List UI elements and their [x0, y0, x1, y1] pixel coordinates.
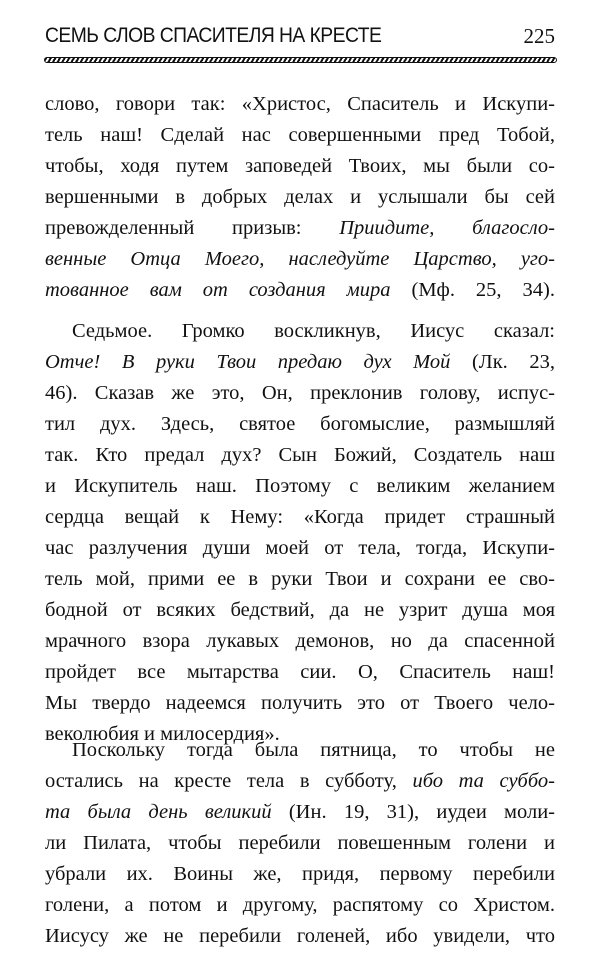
text-run: час разлучения души моей от тела, тогда, Искупи- — [45, 537, 555, 559]
text-line — [45, 213, 555, 243]
text-run: убрали их. Воины же, придя, первому перебили — [45, 863, 555, 885]
text-line — [45, 828, 555, 858]
text-run: веколюбия и милосердия». — [45, 723, 280, 745]
text-run: и Искупитель наш. Поэтому с великим желанием — [45, 475, 555, 497]
text-line — [45, 797, 555, 827]
text-run: бодной от всяких бедствий, да не узрит душа моя — [45, 599, 555, 621]
text-line — [45, 409, 555, 439]
scripture-quote: тованное вам от создания мира — [45, 279, 391, 301]
text-run: сердца вещай к Нему: «Когда придет страшный — [45, 506, 555, 528]
text-run: Мы твердо надеемся получить это от Твоего чело- — [45, 692, 555, 714]
text-line — [45, 564, 555, 594]
text-run: Седьмое. Громко воскликнув, Иисус сказал: — [72, 320, 555, 342]
text-line — [45, 89, 555, 119]
text-run: вершенными в добрых делах и услышали бы сей — [45, 186, 555, 208]
page-number: 225 — [523, 24, 555, 48]
text-line — [45, 440, 555, 470]
text-line — [45, 120, 555, 150]
text-run: пройдет все мытарства сии. О, Спаситель наш! — [45, 661, 555, 683]
text-line — [45, 275, 555, 305]
scripture-quote: венные Отца Моего, наследуйте Царство, уго- — [45, 248, 555, 270]
text-line — [45, 766, 555, 796]
text-line — [45, 502, 555, 532]
scripture-quote: та была день великий — [45, 801, 272, 823]
text-line — [45, 890, 555, 920]
text-line — [45, 471, 555, 501]
text-line — [45, 533, 555, 563]
scripture-quote: ибо та суббо- — [412, 770, 555, 792]
text-run: остались на кресте тела в субботу, — [45, 770, 413, 792]
running-header — [45, 24, 557, 52]
text-line — [72, 735, 555, 765]
text-line — [45, 151, 555, 181]
text-line — [45, 688, 555, 718]
text-run: превожделенный призыв: — [45, 217, 340, 239]
text-line — [45, 347, 555, 377]
text-line — [72, 316, 555, 346]
text-line — [45, 378, 555, 408]
text-run: 46). Сказав же это, Он, преклонив голову, испус- — [45, 382, 555, 404]
text-line — [45, 244, 555, 274]
text-run: голени, а потом и другому, распятому со Христом. — [45, 894, 555, 916]
text-line — [45, 595, 555, 625]
scripture-quote: Отче! В руки Твои предаю дух Мой — [45, 351, 451, 373]
text-run: слово, говори так: «Христос, Спаситель и Искупи- — [45, 93, 555, 115]
rope-divider-rule — [44, 57, 557, 63]
text-line — [45, 921, 555, 951]
text-run: так. Кто предал дух? Сын Божий, Создатель наш — [45, 444, 555, 466]
text-run: Иисусу же не перебили голеней, ибо увидели, что — [45, 925, 555, 947]
text-run: чтобы, ходя путем заповедей Твоих, мы были со- — [45, 155, 555, 177]
text-line — [45, 626, 555, 656]
text-line — [45, 859, 555, 889]
text-line — [45, 657, 555, 687]
text-run: тель мой, прими ее в руки Твои и сохрани ее сво- — [45, 568, 555, 590]
text-run: тель наш! Сделай нас совершенными пред Тобой, — [45, 124, 555, 146]
text-run: (Мф. 25, 34). — [390, 279, 555, 301]
running-title: СЕМЬ СЛОВ СПАСИТЕЛЯ НА КРЕСТЕ — [45, 24, 382, 47]
text-run: (Ин. 19, 31), иудеи моли- — [271, 801, 555, 823]
text-run: Поскольку тогда была пятница, то чтобы не — [72, 739, 555, 761]
text-run: тил дух. Здесь, святое богомыслие, размышляй — [45, 413, 555, 435]
text-run: мрачного взора лукавых демонов, но да спасенной — [45, 630, 555, 652]
text-run: ли Пилата, чтобы перебили повешенным голени и — [45, 832, 555, 854]
text-line — [45, 182, 555, 212]
scripture-quote: Приидите, благосло- — [339, 217, 555, 239]
text-run: (Лк. 23, — [450, 351, 555, 373]
